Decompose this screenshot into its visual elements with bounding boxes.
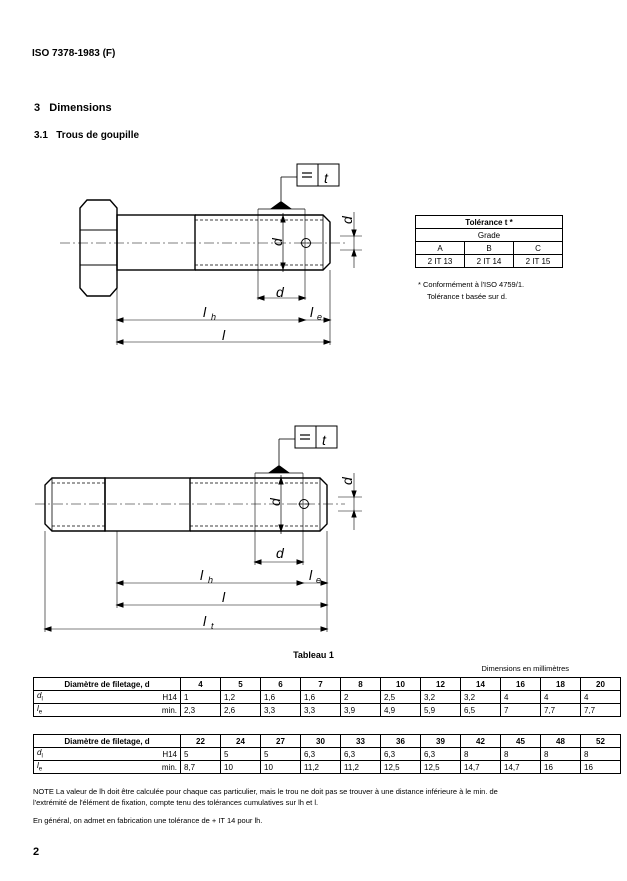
table-cell: 1,6 <box>301 691 341 704</box>
d-horiz-label-2: d <box>276 545 284 561</box>
page-number: 2 <box>33 846 40 858</box>
grade-b: B <box>465 242 514 255</box>
le-tolerance: min. <box>140 704 181 717</box>
table-cell: 36 <box>381 735 421 748</box>
table-units: Dimensions en millimètres <box>481 664 569 673</box>
d1-row-label: $d_l$ <box>34 691 141 704</box>
thread-label: Diamètre de filetage, d <box>34 735 181 748</box>
table-cell: 4 <box>541 691 581 704</box>
l-label-2: l <box>222 589 226 605</box>
table-cell: 3,2 <box>461 691 501 704</box>
table-cell: 1,2 <box>221 691 261 704</box>
table-cell: 2,5 <box>381 691 421 704</box>
d1-tolerance: H14 <box>140 748 181 761</box>
table-cell: 5 <box>261 748 301 761</box>
table-cell: 12,5 <box>381 761 421 774</box>
table-cell: 8 <box>541 748 581 761</box>
section-number: 3 <box>34 102 41 114</box>
table-cell: 52 <box>581 735 621 748</box>
table-cell: 6,3 <box>301 748 341 761</box>
table-cell: 10 <box>261 761 301 774</box>
lh-label-1: l <box>203 304 207 320</box>
d1-label-2: d <box>339 477 355 485</box>
tolerance-footnote-2: Tolérance t basée sur d. <box>427 292 508 301</box>
bolt-labels <box>203 170 355 343</box>
table-cell: 3,3 <box>301 704 341 717</box>
table-cell: 24 <box>221 735 261 748</box>
le-row-label: $l_e$ <box>34 704 141 717</box>
tolerance-title: Tolérance t * <box>416 216 563 229</box>
table-cell: 7 <box>301 678 341 691</box>
table-cell: 16 <box>501 678 541 691</box>
stud-drawing <box>35 426 362 632</box>
table-cell: 16 <box>581 761 621 774</box>
le-sub-1: e <box>317 312 323 322</box>
table-cell: 6,3 <box>421 748 461 761</box>
le-tolerance: min. <box>140 761 181 774</box>
table-cell: 30 <box>301 735 341 748</box>
table-cell: 5 <box>221 748 261 761</box>
le-label-1: l <box>310 304 314 320</box>
table-cell: 33 <box>341 735 381 748</box>
table-cell: 12 <box>421 678 461 691</box>
data-table-part1 <box>33 677 621 717</box>
le-row-label: $l_e$ <box>34 761 141 774</box>
table-cell: 2,3 <box>181 704 221 717</box>
table-cell: 2 <box>341 691 381 704</box>
section-title: Dimensions <box>49 102 112 114</box>
table-row <box>34 678 621 691</box>
table-note-line1: NOTE La valeur de lh doit être calculée pour chaque cas particulier, mais le trou ne doit pas se trouver à une distance inférieure à le min. de <box>33 787 498 796</box>
table-cell: 6,5 <box>461 704 501 717</box>
table-cell: 3,9 <box>341 704 381 717</box>
table-cell: 5 <box>181 748 221 761</box>
d-horiz-label-1: d <box>276 284 284 300</box>
table-cell: 4,9 <box>381 704 421 717</box>
table-cell: 3,2 <box>421 691 461 704</box>
grade-c: C <box>514 242 563 255</box>
d-label-2: d <box>267 498 283 506</box>
table-cell: 8 <box>341 678 381 691</box>
table-cell: 6 <box>261 678 301 691</box>
l-label-1: l <box>222 327 226 343</box>
table-cell: 5,9 <box>421 704 461 717</box>
general-tolerance-text: En général, on admet en fabrication une tolérance de + IT 14 pour lh. <box>33 816 263 825</box>
table-cell: 8 <box>581 748 621 761</box>
table-cell: 8 <box>501 748 541 761</box>
tol-letter-2: t <box>322 432 326 448</box>
lt-label-2: l <box>203 613 207 629</box>
table-row <box>34 735 621 748</box>
table-cell: 16 <box>541 761 581 774</box>
table-cell: 12,5 <box>421 761 461 774</box>
le-label-2: l <box>309 567 313 583</box>
table-cell: 39 <box>421 735 461 748</box>
table-cell: 1 <box>181 691 221 704</box>
table-cell: 4 <box>581 691 621 704</box>
grade-b-value: 2 IT 14 <box>465 255 514 268</box>
table-cell: 14,7 <box>501 761 541 774</box>
table-cell: 45 <box>501 735 541 748</box>
tolerance-table <box>415 215 563 268</box>
tol-letter-1: t <box>324 170 328 186</box>
grade-a-value: 2 IT 13 <box>416 255 465 268</box>
table-row <box>34 704 621 717</box>
table-cell: 8,7 <box>181 761 221 774</box>
lh-sub-1: h <box>211 312 217 322</box>
table-cell: 48 <box>541 735 581 748</box>
tolerance-footnote <box>418 279 524 303</box>
data-table-part2 <box>33 734 621 774</box>
d1-tolerance: H14 <box>140 691 181 704</box>
table-title: Tableau 1 <box>293 650 334 660</box>
subsection-number: 3.1 <box>34 130 48 141</box>
table-cell: 7 <box>501 704 541 717</box>
table-cell: 1,6 <box>261 691 301 704</box>
lh-label-2: l <box>200 567 204 583</box>
tolerance-footnote-1: * Conformément à l'ISO 4759/1. <box>418 280 525 289</box>
table-cell: 10 <box>221 761 261 774</box>
table-note <box>33 786 593 808</box>
table-cell: 4 <box>181 678 221 691</box>
table-row <box>34 748 621 761</box>
d1-row-label: $d_l$ <box>34 748 141 761</box>
table-row <box>34 761 621 774</box>
grade-a: A <box>416 242 465 255</box>
subsection-title: Trous de goupille <box>56 130 140 141</box>
lt-sub-2: t <box>211 621 214 631</box>
d-label-1: d <box>269 238 285 246</box>
table-cell: 5 <box>221 678 261 691</box>
lh-sub-2: h <box>208 575 214 585</box>
table-cell: 8 <box>461 748 501 761</box>
table-cell: 10 <box>381 678 421 691</box>
document-header: ISO 7378-1983 (F) <box>32 48 116 59</box>
table-cell: 4 <box>501 691 541 704</box>
table-cell: 14,7 <box>461 761 501 774</box>
table-cell: 6,3 <box>341 748 381 761</box>
table-cell: 42 <box>461 735 501 748</box>
table-cell: 20 <box>581 678 621 691</box>
table-cell: 11,2 <box>341 761 381 774</box>
table-note-line2: l'extrémité de l'élément de fixation, compte tenu des tolérances cumulatives sur lh et l. <box>33 798 319 807</box>
table-cell: 27 <box>261 735 301 748</box>
thread-label: Diamètre de filetage, d <box>34 678 181 691</box>
table-cell: 22 <box>181 735 221 748</box>
table-cell: 14 <box>461 678 501 691</box>
table-cell: 7,7 <box>581 704 621 717</box>
grade-c-value: 2 IT 15 <box>514 255 563 268</box>
table-cell: 18 <box>541 678 581 691</box>
grade-label: Grade <box>416 229 563 242</box>
table-cell: 3,3 <box>261 704 301 717</box>
table-row <box>34 691 621 704</box>
d1-label-1: d <box>339 216 355 224</box>
table-cell: 7,7 <box>541 704 581 717</box>
table-cell: 11,2 <box>301 761 341 774</box>
le-sub-2: e <box>316 575 322 585</box>
table-cell: 2,6 <box>221 704 261 717</box>
table-cell: 6,3 <box>381 748 421 761</box>
